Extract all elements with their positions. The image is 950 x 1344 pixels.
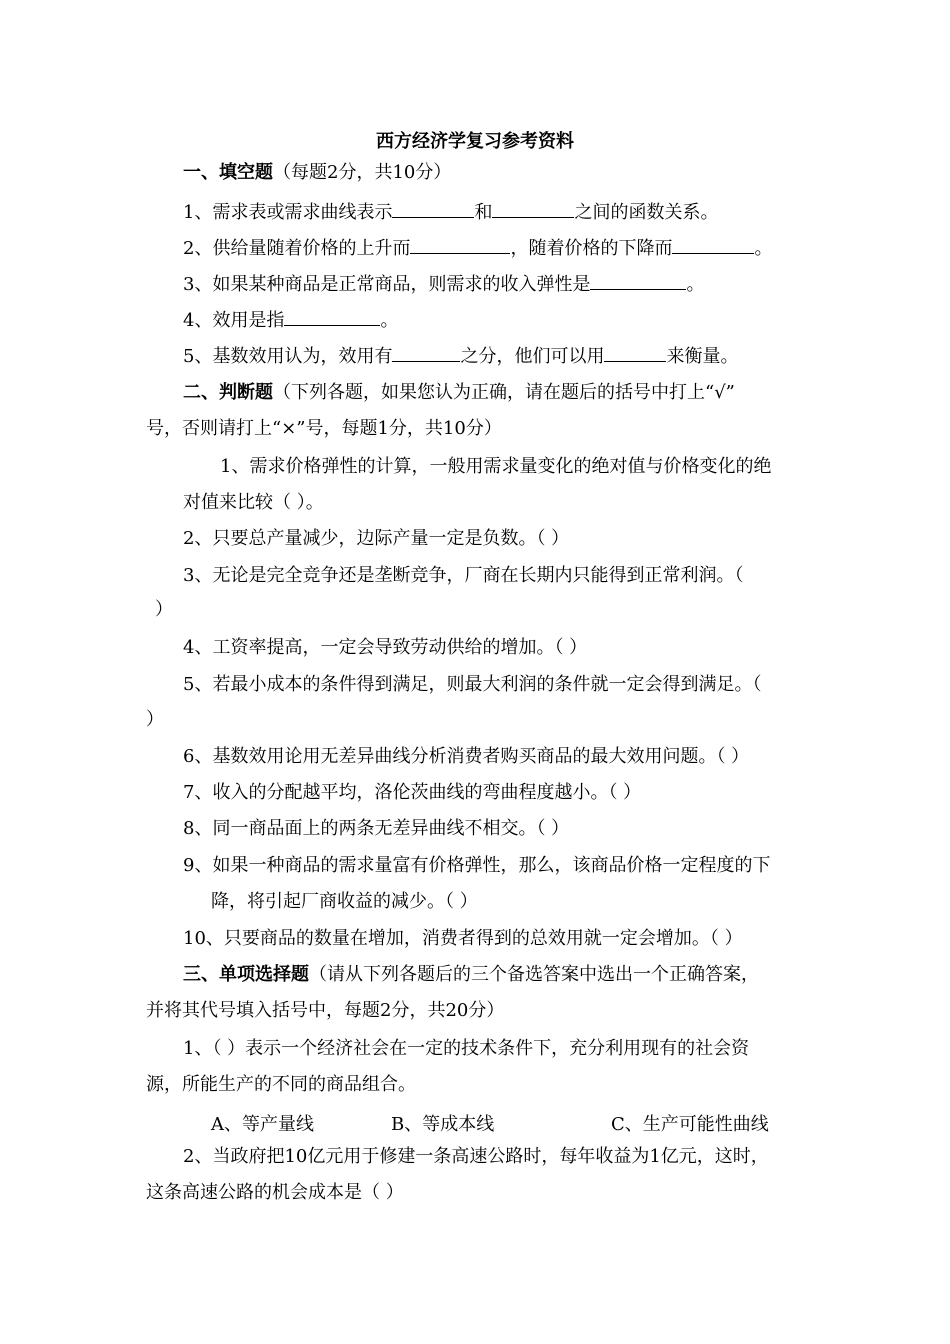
section-3-heading: 三、单项选择题 (183, 964, 309, 985)
judge-question-4: 4、工资率提高，一定会导致劳动供给的增加。（ ） (183, 637, 588, 658)
judge-question-3: 3、无论是完全竞争还是垄断竞争，厂商在长期内只能得到正常利润。（ (183, 565, 744, 586)
fill-question-1 (183, 200, 718, 224)
section-2-header (183, 382, 735, 404)
option-c: C、生产可能性曲线 (611, 1114, 769, 1135)
fill-question-4 (183, 308, 398, 332)
question-text: 来衡量。 (666, 346, 739, 367)
answer-blank[interactable] (672, 236, 754, 254)
judge-question-5: 5、若最小成本的条件得到满足，则最大利润的条件就一定会得到满足。（ (183, 674, 762, 695)
judge-question-9: 9、如果一种商品的需求量富有价格弹性，那么，该商品价格一定程度的下 (183, 855, 771, 876)
answer-blank[interactable] (410, 236, 510, 254)
answer-blank[interactable] (392, 200, 474, 218)
question-text: 4、效用是指 (183, 310, 285, 331)
judge-question-10: 10、只要商品的数量在增加，消费者得到的总效用就一定会增加。（ ） (183, 928, 743, 949)
section-1-heading: 一、填空题 (183, 162, 273, 183)
judge-question-1: 1、需求价格弹性的计算，一般用需求量变化的绝对值与价格变化的绝 (220, 456, 772, 477)
section-2-heading: 二、判断题 (183, 382, 273, 403)
choice-question-1: 1、（ ）表示一个经济社会在一定的技术条件下，充分利用现有的社会资 (183, 1038, 750, 1059)
answer-blank[interactable] (604, 344, 666, 362)
question-text: ，随着价格的下降而 (510, 238, 673, 259)
section-3-note: （请从下列各题后的三个备选答案中选出一个正确答案， (309, 964, 759, 985)
answer-blank[interactable] (590, 272, 686, 290)
judge-question-6: 6、基数效用论用无差异曲线分析消费者购买商品的最大效用问题。（ ） (183, 746, 750, 767)
question-text: 5、基数效用认为，效用有 (183, 346, 393, 367)
section-2-note: （下列各题，如果您认为正确，请在题后的括号中打上“√” (273, 382, 735, 403)
section-3-note-cont: 并将其代号填入括号中，每题2分，共20分） (146, 1000, 505, 1021)
option-b: B、等成本线 (391, 1114, 495, 1135)
section-3-header (183, 964, 759, 986)
question-text: 2、供给量随着价格的上升而 (183, 238, 411, 259)
question-text: 和 (474, 202, 493, 223)
question-text: 。 (754, 238, 773, 259)
judge-question-1-cont: 对值来比较（ ）。 (183, 492, 324, 513)
judge-question-3-cont: ） (155, 599, 173, 620)
judge-question-5-cont: ） (146, 709, 164, 730)
judge-question-8: 8、同一商品面上的两条无差异曲线不相交。（ ） (183, 818, 570, 839)
question-text: 之间的函数关系。 (574, 202, 719, 223)
question-text: 。 (380, 310, 399, 331)
section-1-note: （每题2分，共10分） (273, 162, 452, 183)
section-2-note-cont: 号，否则请打上“×”号，每题1分，共10分） (146, 418, 502, 439)
fill-question-2 (183, 236, 772, 260)
answer-blank[interactable] (284, 308, 380, 326)
question-text: 1、需求表或需求曲线表示 (183, 202, 393, 223)
choice-question-2: 2、当政府把10亿元用于修建一条高速公路时，每年收益为1亿元，这时， (183, 1146, 769, 1167)
question-text: 。 (686, 274, 705, 295)
section-1-header (183, 162, 451, 184)
question-text: 之分，他们可以用 (460, 346, 605, 367)
judge-question-9-cont: 降，将引起厂商收益的减少。（ ） (211, 891, 478, 912)
judge-question-7: 7、收入的分配越平均，洛伦茨曲线的弯曲程度越小。（ ） (183, 782, 642, 803)
document-title: 西方经济学复习参考资料 (376, 131, 574, 152)
answer-blank[interactable] (492, 200, 574, 218)
answer-blank[interactable] (392, 344, 460, 362)
choice-question-2-cont: 这条高速公路的机会成本是（ ） (146, 1182, 404, 1203)
judge-question-2: 2、只要总产量减少，边际产量一定是负数。（ ） (183, 528, 570, 549)
question-text: 3、如果某种商品是正常商品，则需求的收入弹性是 (183, 274, 591, 295)
fill-question-5 (183, 344, 738, 368)
choice-question-1-cont: 源，所能生产的不同的商品组合。 (146, 1074, 416, 1095)
option-a: A、等产量线 (211, 1114, 314, 1135)
fill-question-3 (183, 272, 704, 296)
